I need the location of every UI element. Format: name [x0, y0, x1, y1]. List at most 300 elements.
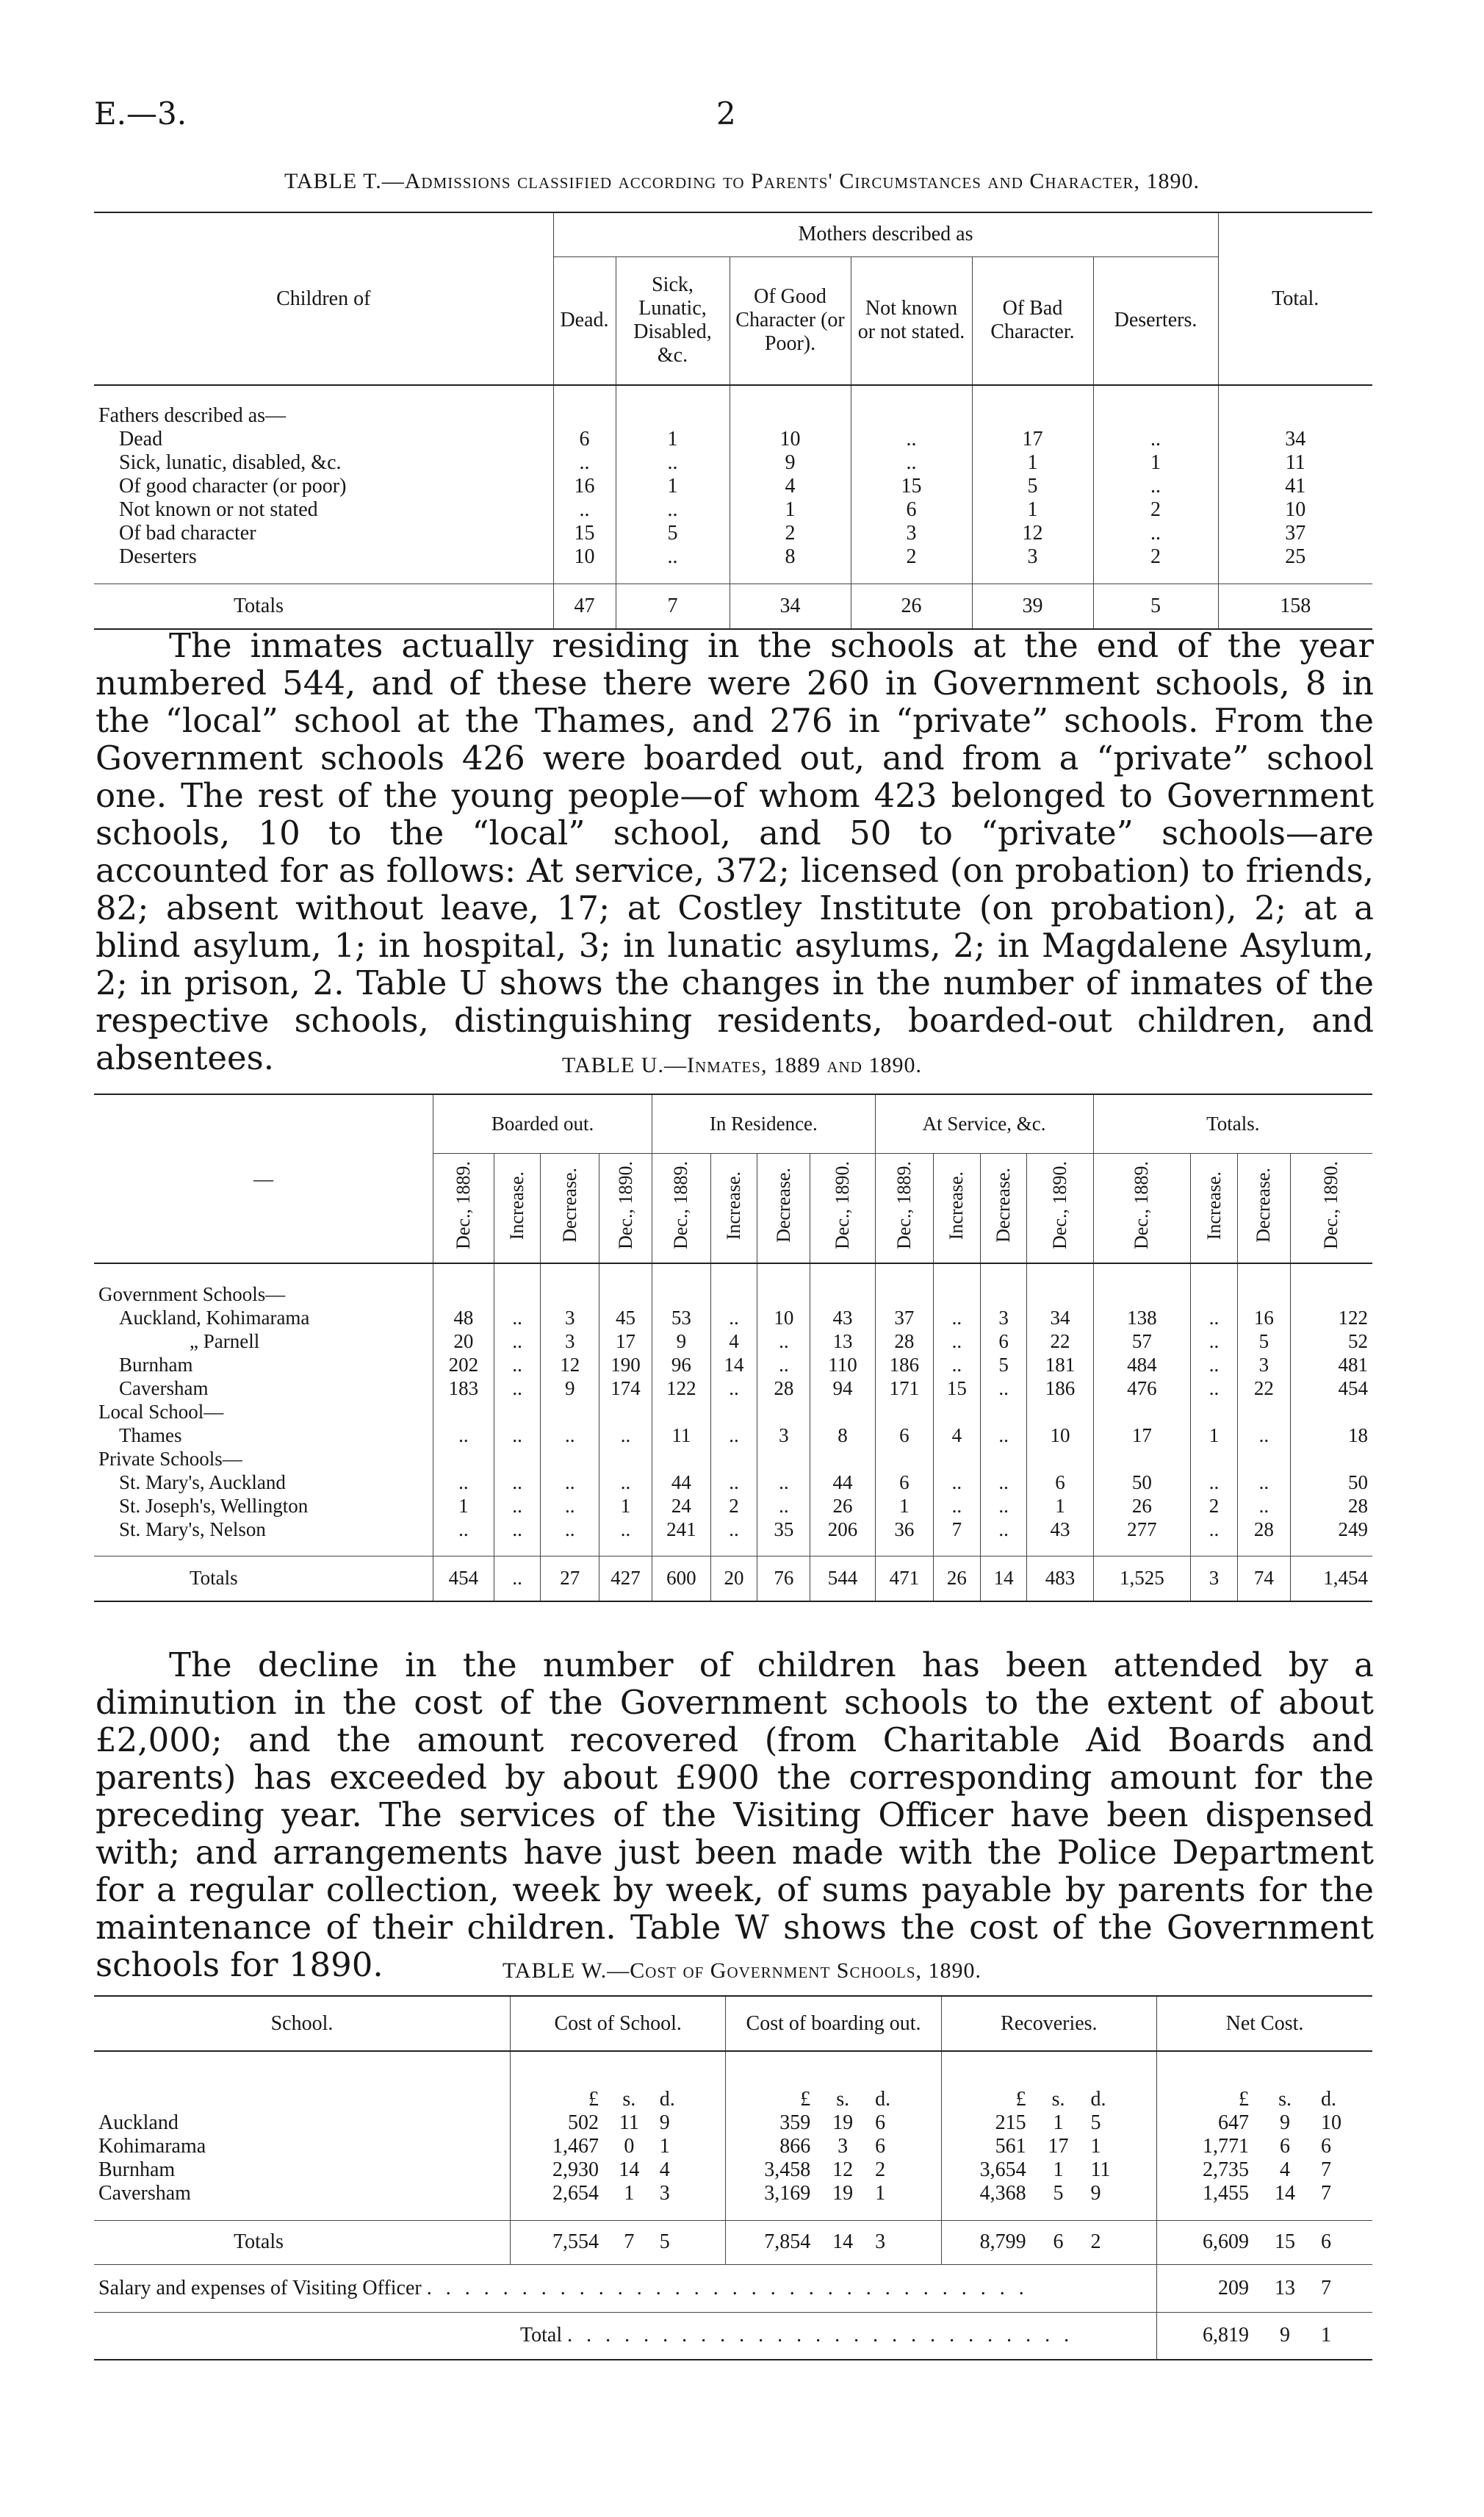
table-u-group-service: At Service, &c. [875, 1094, 1093, 1153]
table-cell: 6 [1280, 2135, 1291, 2158]
table-cell: 249 [1290, 1518, 1372, 1541]
table-cell: 209 [1157, 2264, 1254, 2312]
table-cell: 2 [1093, 545, 1218, 569]
pound-unit: £ [941, 2088, 1030, 2111]
shilling-unit: s. [836, 2088, 850, 2111]
table-u-row-label: Auckland, Kohimarama [119, 1306, 310, 1329]
table-cell: 3 [875, 2230, 886, 2253]
table-cell: 5 [616, 522, 730, 545]
table-cell: 2,654 [511, 2182, 603, 2205]
table-cell: 6 [851, 498, 972, 522]
table-cell: 10 [730, 428, 851, 451]
table-cell: .. [494, 1376, 541, 1400]
table-cell: 44 [810, 1471, 875, 1494]
table-cell: 2 [1191, 1494, 1238, 1518]
table-cell: .. [553, 498, 616, 522]
table-u-corner: — [253, 1167, 273, 1190]
table-cell: .. [710, 1518, 757, 1541]
table-cell: .. [757, 1329, 810, 1353]
table-cell: 11 [1090, 2158, 1111, 2181]
table-cell: .. [433, 1518, 494, 1541]
table-cell: 8 [730, 545, 851, 569]
table-cell: 454 [1290, 1376, 1372, 1400]
table-cell: 9 [659, 2111, 670, 2134]
table-row [94, 1329, 1372, 1353]
table-cell: 4 [710, 1329, 757, 1353]
table-u-caption-title: —Inmates, 1889 and 1890. [663, 1053, 922, 1077]
table-cell: .. [1191, 1518, 1238, 1541]
table-cell: 561 [941, 2135, 1030, 2158]
table-cell: 52 [1290, 1329, 1372, 1353]
table-cell: 13 [810, 1329, 875, 1353]
table-cell: 6 [1027, 1471, 1093, 1494]
table-cell: 22 [1027, 1329, 1093, 1353]
table-cell: 34 [1218, 428, 1372, 451]
shilling-unit: s. [622, 2088, 636, 2111]
table-cell: 0 [624, 2135, 635, 2158]
table-cell: 7 [1321, 2182, 1332, 2205]
table-cell: .. [934, 1306, 981, 1329]
table-cell: 6 [553, 428, 616, 451]
table-cell: 2 [1090, 2230, 1101, 2253]
table-cell: 1 [1093, 451, 1218, 475]
table-cell: 11 [652, 1423, 711, 1447]
table-cell: 53 [652, 1306, 711, 1329]
table-cell: 1,525 [1093, 1556, 1191, 1601]
table-cell: 50 [1093, 1471, 1191, 1494]
table-u-subcol-dec1889: Dec., 1889. [452, 1161, 474, 1250]
table-cell: 14 [832, 2230, 854, 2253]
table-cell: 484 [1093, 1353, 1191, 1376]
table-u-subcol-dec1890: Dec., 1890. [1048, 1161, 1070, 1250]
table-cell: 3,169 [726, 2182, 815, 2205]
table-cell: 8,799 [941, 2220, 1030, 2264]
table-cell: .. [710, 1376, 757, 1400]
table-cell: 2 [730, 522, 851, 545]
table-t-caption-title: —Admissions classified according to Parents' Circumstances and Character, 1890. [381, 169, 1200, 193]
table-cell: 502 [511, 2111, 603, 2135]
table-cell: 10 [1027, 1423, 1093, 1447]
table-cell: .. [1191, 1353, 1238, 1376]
table-u-group-totals: Totals. [1093, 1094, 1372, 1153]
table-u-row-label: St. Mary's, Auckland [119, 1471, 286, 1493]
table-cell: 6 [875, 1471, 934, 1494]
table-cell: .. [599, 1518, 652, 1541]
table-u-row-label: „ Parnell [190, 1329, 260, 1352]
table-cell: 6 [1053, 2230, 1064, 2253]
table-cell: .. [541, 1518, 599, 1541]
table-cell: .. [599, 1423, 652, 1447]
table-cell: 17 [1048, 2135, 1069, 2158]
table-w-row-label: Burnham [98, 2158, 176, 2181]
table-cell: 181 [1027, 1353, 1093, 1376]
table-t-col-dead: Dead. [553, 256, 616, 385]
table-cell: .. [494, 1329, 541, 1353]
table-row [94, 2111, 1372, 2135]
table-u-group-residence: In Residence. [652, 1094, 875, 1153]
table-u-subcol-dec1890: Dec., 1890. [832, 1161, 853, 1250]
table-cell: 10 [757, 1306, 810, 1329]
table-w-caption-title: —Cost of Government Schools, 1890. [607, 1958, 981, 1983]
table-cell: 9 [652, 1329, 711, 1353]
table-u-row-label: St. Mary's, Nelson [119, 1518, 266, 1540]
paragraph-cost-decline: The decline in the number of children has been attended by a diminution in the cost of the Government schools to the extent of about £2,000; and the amount recovered (from Charitable Aid Boards and parents) has exceeded by about £900 the corresponding amount for the preceding year. The services of the Visiting Officer have been dispensed with; and arrangements have just been made with the Police Department for a regular collection, week by week, of sums payable by parents for the maintenance of their children. Table W shows the cost of the Government schools for 1890. [96, 1645, 1374, 1984]
table-cell: 25 [1218, 545, 1372, 569]
table-cell: .. [710, 1306, 757, 1329]
table-t-caption [0, 169, 1484, 194]
table-t-caption-number: TABLE T. [284, 169, 382, 193]
table-t-col-good: Of Good Character (or Poor). [730, 256, 851, 385]
table-cell: 96 [652, 1353, 711, 1376]
table-cell: 5 [1237, 1329, 1290, 1353]
table-row [94, 1376, 1372, 1400]
table-cell: 28 [757, 1376, 810, 1400]
table-cell: 122 [1290, 1306, 1372, 1329]
table-cell: 5 [659, 2230, 670, 2253]
table-w-col-boarding: Cost of boarding out. [726, 1996, 941, 2051]
table-cell: 544 [810, 1556, 875, 1601]
table-cell: 28 [1237, 1518, 1290, 1541]
pound-unit: £ [726, 2088, 815, 2111]
table-cell: 6 [875, 2135, 886, 2158]
table-cell: 1 [1053, 2111, 1064, 2134]
table-row [94, 522, 1372, 545]
table-t-total-header: Total. [1218, 212, 1372, 385]
table-cell: 41 [1218, 475, 1372, 498]
table-cell: 20 [433, 1329, 494, 1353]
table-cell: 15 [553, 522, 616, 545]
table-cell: 1 [616, 475, 730, 498]
table-cell: 241 [652, 1518, 711, 1541]
table-cell: 9 [730, 451, 851, 475]
table-w-col-recoveries: Recoveries. [941, 1996, 1156, 2051]
table-w-totals-label: Totals [234, 2230, 284, 2253]
table-u-subcol-dec1889: Dec., 1889. [670, 1161, 692, 1250]
table-t-section-label: Fathers described as— [98, 404, 287, 427]
table-u-subcol-dec1890: Dec., 1890. [1320, 1161, 1342, 1250]
table-cell: .. [934, 1494, 981, 1518]
table-cell: 74 [1237, 1556, 1290, 1601]
table-cell: 481 [1290, 1353, 1372, 1376]
table-t-col-sick: Sick, Lunatic, Disabled, &c. [616, 256, 730, 385]
table-cell: .. [980, 1518, 1027, 1541]
table-cell: 1 [599, 1494, 652, 1518]
table-cell: .. [934, 1471, 981, 1494]
pence-unit: d. [1090, 2088, 1106, 2111]
table-cell: 7,854 [726, 2220, 815, 2264]
table-cell: .. [553, 451, 616, 475]
table-cell: 1 [659, 2135, 670, 2158]
table-cell: 37 [875, 1306, 934, 1329]
table-cell: 14 [980, 1556, 1027, 1601]
table-u-subcol-dec1889: Dec., 1889. [1131, 1161, 1153, 1250]
table-cell: 138 [1093, 1306, 1191, 1329]
table-cell: 6 [980, 1329, 1027, 1353]
table-cell: .. [616, 545, 730, 569]
table-cell: 6 [875, 1423, 934, 1447]
table-cell: 12 [541, 1353, 599, 1376]
table-cell: 3 [980, 1306, 1027, 1329]
table-cell: .. [1237, 1423, 1290, 1447]
table-u-subcol-decrease: Decrease. [558, 1168, 580, 1243]
table-cell: 3,654 [941, 2158, 1030, 2182]
table-cell: .. [934, 1353, 981, 1376]
table-cell: 50 [1290, 1471, 1372, 1494]
table-u-section-local: Local School— [98, 1400, 224, 1423]
table-cell: 17 [972, 428, 1093, 451]
table-cell: .. [851, 451, 972, 475]
table-cell: 44 [652, 1471, 711, 1494]
table-cell: .. [1191, 1306, 1238, 1329]
table-cell: 158 [1218, 584, 1372, 629]
table-row [94, 2135, 1372, 2158]
table-cell: .. [494, 1423, 541, 1447]
table-cell: 15 [1275, 2230, 1296, 2253]
table-cell: .. [494, 1518, 541, 1541]
table-cell: 26 [851, 584, 972, 629]
table-cell: 15 [934, 1376, 981, 1400]
table-u-subcol-decrease: Decrease. [1253, 1168, 1275, 1243]
table-cell: 10 [553, 545, 616, 569]
table-cell: 454 [433, 1556, 494, 1601]
table-t [94, 212, 1372, 630]
table-w-salary-label: Salary and expenses of Visiting Officer [98, 2276, 422, 2299]
table-cell: 27 [541, 1556, 599, 1601]
table-cell: .. [494, 1353, 541, 1376]
table-cell: 866 [726, 2135, 815, 2158]
table-cell: 37 [1218, 522, 1372, 545]
table-cell: 45 [599, 1306, 652, 1329]
table-cell: .. [1093, 428, 1218, 451]
table-row [94, 545, 1372, 569]
table-u-totals-row [94, 1556, 1372, 1601]
table-cell: 9 [541, 1376, 599, 1400]
table-cell: 8 [810, 1423, 875, 1447]
table-cell: 1 [972, 498, 1093, 522]
table-cell: 3 [1237, 1353, 1290, 1376]
table-row [94, 1518, 1372, 1541]
table-u-caption [0, 1053, 1484, 1078]
table-cell: .. [851, 428, 972, 451]
table-cell: 6 [875, 2111, 886, 2134]
table-cell: 5 [1090, 2111, 1101, 2134]
table-cell: 57 [1093, 1329, 1191, 1353]
table-u-caption-number: TABLE U. [562, 1053, 664, 1077]
table-row [94, 475, 1372, 498]
table-cell: 36 [875, 1518, 934, 1541]
table-t-row-label: Deserters [119, 545, 197, 568]
table-u-row-label: St. Joseph's, Wellington [119, 1494, 309, 1517]
table-cell: 34 [730, 584, 851, 629]
table-cell: 1 [1053, 2158, 1064, 2181]
table-cell: .. [541, 1471, 599, 1494]
table-cell: .. [1191, 1376, 1238, 1400]
table-row [94, 1306, 1372, 1329]
table-t-row-label: Of bad character [119, 522, 256, 545]
table-cell: 6 [1321, 2230, 1332, 2253]
table-t-totals-label: Totals [234, 594, 284, 617]
table-t-group-header: Mothers described as [553, 212, 1218, 256]
table-w-col-school: School. [270, 2011, 334, 2035]
table-cell: 3 [851, 522, 972, 545]
table-cell: .. [710, 1423, 757, 1447]
table-cell: 3 [541, 1329, 599, 1353]
table-cell: 1 [875, 2182, 886, 2205]
table-cell: .. [616, 451, 730, 475]
table-cell: 5 [980, 1353, 1027, 1376]
table-cell: .. [934, 1329, 981, 1353]
table-u-subcol-dec1890: Dec., 1890. [614, 1161, 636, 1250]
table-cell: 471 [875, 1556, 934, 1601]
table-cell: .. [541, 1494, 599, 1518]
table-cell: 190 [599, 1353, 652, 1376]
table-cell: .. [1191, 1471, 1238, 1494]
table-cell: 43 [810, 1306, 875, 1329]
table-w-grand-label: Total [520, 2324, 563, 2347]
table-u [94, 1094, 1372, 1602]
table-cell: .. [1093, 475, 1218, 498]
shilling-unit: s. [1278, 2088, 1292, 2111]
table-cell: 3 [838, 2135, 849, 2158]
table-cell: 3 [659, 2182, 670, 2205]
table-cell: .. [541, 1423, 599, 1447]
table-cell: 47 [553, 584, 616, 629]
table-w-salary-row [94, 2264, 1372, 2312]
table-cell: .. [980, 1471, 1027, 1494]
table-w-caption [0, 1958, 1484, 1983]
table-w [94, 1995, 1372, 2360]
leader-dots: . . . . . . . . . . . . . . . . . . . . . . . . . . . [567, 2324, 1074, 2347]
table-cell: 4 [730, 475, 851, 498]
table-u-section-private: Private Schools— [98, 1447, 242, 1470]
table-cell: 647 [1157, 2111, 1254, 2135]
table-row [94, 1353, 1372, 1376]
table-cell: 186 [875, 1353, 934, 1376]
table-cell: 7 [1321, 2158, 1332, 2181]
table-w-caption-number: TABLE W. [503, 1958, 608, 1983]
table-cell: 24 [652, 1494, 711, 1518]
table-w-row-label: Kohimarama [98, 2135, 206, 2158]
pound-unit: £ [1157, 2088, 1254, 2111]
table-t-col-unknown: Not known or not stated. [851, 256, 972, 385]
leader-dots: . . . . . . . . . . . . . . . . . . . . . . . . . . . . . . . . [426, 2276, 1029, 2299]
table-u-subcol-increase: Increase. [1203, 1171, 1225, 1240]
table-cell: 28 [875, 1329, 934, 1353]
table-cell: 5 [1093, 584, 1218, 629]
table-cell: 1 [616, 428, 730, 451]
table-cell: 110 [810, 1353, 875, 1376]
table-cell: 4 [934, 1423, 981, 1447]
table-w-totals-row [94, 2220, 1372, 2264]
pence-unit: d. [875, 2088, 891, 2111]
table-cell: 10 [1321, 2111, 1342, 2134]
table-row [94, 428, 1372, 451]
table-cell: 7 [1321, 2276, 1332, 2299]
table-cell: 183 [433, 1376, 494, 1400]
table-cell: 1 [972, 451, 1093, 475]
table-cell: 186 [1027, 1376, 1093, 1400]
table-cell: 3 [1191, 1556, 1238, 1601]
table-cell: 12 [832, 2158, 854, 2181]
table-cell: 359 [726, 2111, 815, 2135]
table-u-subcol-increase: Increase. [506, 1171, 528, 1240]
table-u-subcol-decrease: Decrease. [993, 1168, 1015, 1243]
table-cell: 26 [1093, 1494, 1191, 1518]
table-cell: 11 [1218, 451, 1372, 475]
table-row [94, 1494, 1372, 1518]
table-cell: 16 [553, 475, 616, 498]
table-cell: 34 [1027, 1306, 1093, 1329]
table-cell: 26 [810, 1494, 875, 1518]
table-cell: .. [980, 1423, 1027, 1447]
table-cell: 2 [1093, 498, 1218, 522]
table-cell: 1 [1321, 2324, 1332, 2347]
table-cell: .. [494, 1494, 541, 1518]
table-cell: 94 [810, 1376, 875, 1400]
table-cell: 26 [934, 1556, 981, 1601]
table-cell: 9 [1090, 2182, 1101, 2205]
table-cell: 2,735 [1157, 2158, 1254, 2182]
table-cell: 483 [1027, 1556, 1093, 1601]
table-cell: 7,554 [511, 2220, 603, 2264]
table-cell: 19 [832, 2111, 854, 2134]
table-t-row-label: Dead [119, 428, 163, 450]
table-cell: 16 [1237, 1306, 1290, 1329]
table-cell: .. [710, 1471, 757, 1494]
table-row [94, 2158, 1372, 2182]
table-cell: 11 [619, 2111, 639, 2134]
table-cell: 2 [851, 545, 972, 569]
table-cell: .. [980, 1494, 1027, 1518]
table-cell: 1 [1191, 1423, 1238, 1447]
table-t-row-header: Children of [276, 287, 371, 310]
table-cell: 19 [832, 2182, 854, 2205]
table-cell: 3 [541, 1306, 599, 1329]
table-cell: 476 [1093, 1376, 1191, 1400]
table-cell: 48 [433, 1306, 494, 1329]
table-t-row-label: Of good character (or poor) [119, 475, 347, 498]
table-cell: 215 [941, 2111, 1030, 2135]
table-cell: 6,819 [1157, 2312, 1254, 2360]
document-reference: E.—3. [94, 96, 187, 132]
table-cell: .. [433, 1423, 494, 1447]
table-cell: 1,467 [511, 2135, 603, 2158]
table-u-row-label: Burnham [119, 1353, 193, 1376]
table-cell: 22 [1237, 1376, 1290, 1400]
table-cell: 5 [1053, 2182, 1064, 2205]
table-cell: 28 [1290, 1494, 1372, 1518]
table-cell: 18 [1290, 1423, 1372, 1447]
table-cell: .. [433, 1471, 494, 1494]
table-cell: 7 [624, 2230, 635, 2253]
table-cell: 3 [757, 1423, 810, 1447]
table-cell: 13 [1275, 2276, 1296, 2299]
table-cell: 1 [624, 2182, 635, 2205]
table-cell: .. [980, 1376, 1027, 1400]
table-cell: 7 [934, 1518, 981, 1541]
table-cell: .. [1237, 1494, 1290, 1518]
table-cell: 174 [599, 1376, 652, 1400]
pence-unit: d. [1321, 2088, 1337, 2111]
table-cell: 5 [972, 475, 1093, 498]
table-u-group-boarded: Boarded out. [433, 1094, 652, 1153]
table-cell: 12 [972, 522, 1093, 545]
table-cell: .. [757, 1353, 810, 1376]
table-cell: 4,368 [941, 2182, 1030, 2205]
table-cell: 3,458 [726, 2158, 815, 2182]
table-cell: 2,930 [511, 2158, 603, 2182]
table-u-section-government: Government Schools— [98, 1282, 286, 1305]
